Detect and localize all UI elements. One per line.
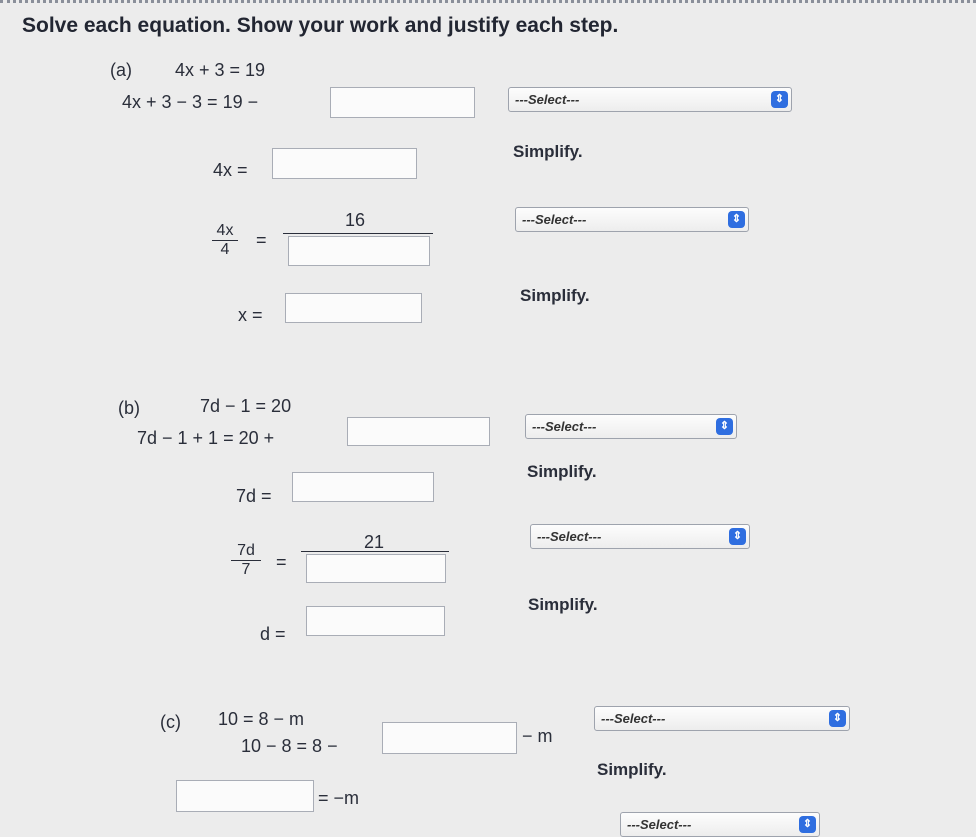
part-b-step1-input[interactable] [347, 417, 490, 446]
part-c-step1-input[interactable] [382, 722, 517, 754]
select-label: ---Select--- [532, 419, 597, 434]
select-label: ---Select--- [522, 212, 587, 227]
part-b-equation: 7d − 1 = 20 [200, 396, 292, 416]
chevron-updown-icon: ⇕ [716, 418, 733, 435]
part-a-step2-input[interactable] [272, 148, 417, 179]
part-b-step1-left: 7d − 1 + 1 = 20 + [137, 428, 275, 448]
select-label: ---Select--- [601, 711, 666, 726]
part-a-result-left: x = [238, 305, 263, 325]
part-b-divisor-input[interactable] [306, 554, 446, 583]
part-a-label: (a) [110, 60, 132, 80]
select-label: ---Select--- [537, 529, 602, 544]
chevron-updown-icon: ⇕ [799, 816, 816, 833]
part-c-label: (c) [160, 712, 181, 732]
part-c-equation: 10 = 8 − m [218, 709, 305, 729]
part-c-simplify-1: Simplify. [597, 760, 667, 779]
select-label: ---Select--- [627, 817, 692, 832]
part-b-result-left: d = [260, 624, 286, 644]
part-b-result-input[interactable] [306, 606, 445, 636]
part-c-step1-left: 10 − 8 = 8 − [241, 736, 338, 756]
equals-sign: = [256, 230, 267, 250]
page-title: Solve each equation. Show your work and justify each step. [22, 14, 619, 37]
equals-sign: = [276, 552, 287, 572]
part-a-fraction [212, 222, 238, 259]
chevron-updown-icon: ⇕ [729, 528, 746, 545]
part-a-simplify-2: Simplify. [520, 286, 590, 305]
part-c-step1-right: − m [522, 726, 553, 746]
part-a-step3-select[interactable] [515, 207, 749, 232]
part-b-simplify-2: Simplify. [528, 595, 598, 614]
top-border [0, 0, 976, 4]
chevron-updown-icon: ⇕ [771, 91, 788, 108]
part-b-simplify-1: Simplify. [527, 462, 597, 481]
part-a-step1-select[interactable] [508, 87, 792, 112]
part-c-step2-input[interactable] [176, 780, 314, 812]
fraction-bar [301, 551, 449, 552]
fraction-numerator: 4x [212, 222, 238, 241]
chevron-updown-icon: ⇕ [728, 211, 745, 228]
part-b-fraction [231, 542, 261, 579]
part-b-label: (b) [118, 398, 140, 418]
fraction-denominator: 7 [241, 561, 251, 578]
select-label: ---Select--- [515, 92, 580, 107]
fraction-denominator: 4 [220, 241, 230, 258]
part-a-simplify-1: Simplify. [513, 142, 583, 161]
part-a-step1-input[interactable] [330, 87, 475, 118]
fraction-numerator: 7d [231, 542, 261, 561]
part-a-result-input[interactable] [285, 293, 422, 323]
fraction-bar [283, 233, 433, 234]
part-b-step1-select[interactable] [525, 414, 737, 439]
part-a-divisor-input[interactable] [288, 236, 430, 266]
part-a-step2-left: 4x = [213, 160, 248, 180]
part-b-step3-select[interactable] [530, 524, 750, 549]
part-b-step2-input[interactable] [292, 472, 434, 502]
part-a-numerator-value: 16 [345, 210, 366, 230]
part-b-step2-left: 7d = [236, 486, 272, 506]
part-b-numerator-value: 21 [364, 532, 385, 552]
part-a-step1-left: 4x + 3 − 3 = 19 − [122, 92, 259, 112]
part-c-step2-select[interactable] [620, 812, 820, 837]
chevron-updown-icon: ⇕ [829, 710, 846, 727]
part-c-step1-select[interactable] [594, 706, 850, 731]
part-a-equation: 4x + 3 = 19 [175, 60, 266, 80]
part-c-step2-right: = −m [318, 788, 360, 808]
